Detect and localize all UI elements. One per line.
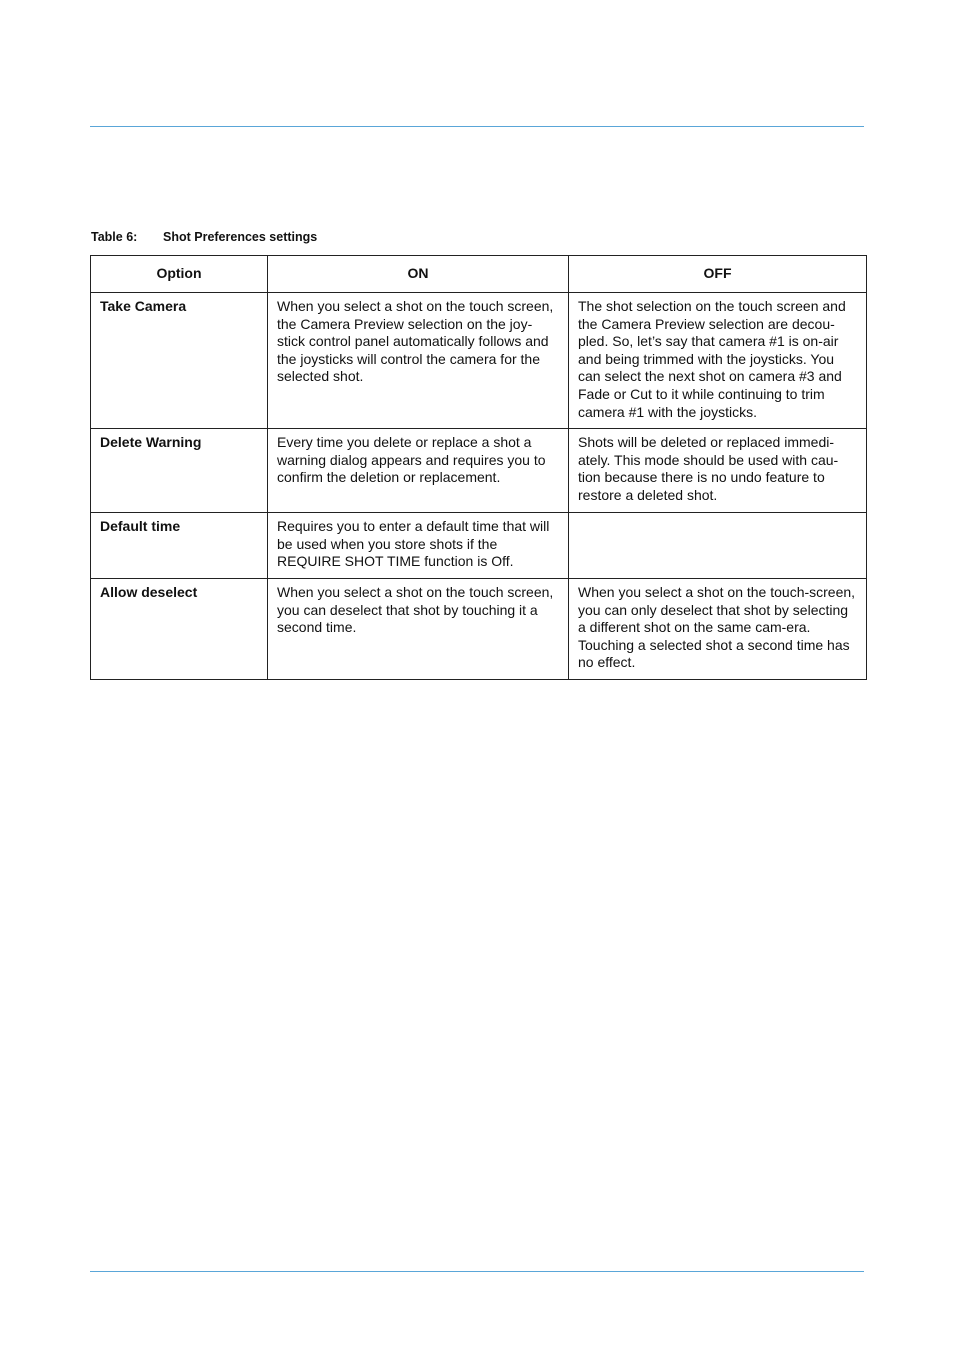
on-cell: Requires you to enter a default time that will be used when you store shots if the REQUIRE SHOT TIME function is Off.: [268, 513, 569, 579]
table-row: [91, 513, 867, 579]
table-header-row: [91, 256, 867, 293]
header-option: Option: [91, 256, 268, 293]
option-cell: Default time: [91, 513, 268, 579]
header-rule: [90, 126, 864, 127]
table-row: [91, 293, 867, 429]
shot-preferences-table: [90, 255, 867, 680]
option-cell: Delete Warning: [91, 429, 268, 513]
table-number: Table 6:: [91, 230, 138, 244]
on-cell: Every time you delete or replace a shot a warning dialog appears and requires you to confirm the deletion or replacement.: [268, 429, 569, 513]
table-row: [91, 578, 867, 679]
option-cell: Take Camera: [91, 293, 268, 429]
on-cell: When you select a shot on the touch screen, the Camera Preview selection on the joy-stick control panel automatically follows and the joysticks will control the camera for the selected shot.: [268, 293, 569, 429]
off-cell: The shot selection on the touch screen and the Camera Preview selection are decou-pled. So, let’s say that camera #1 is on-air and being trimmed with the joysticks. You can select the next shot on camera #3 and Fade or Cut to it while continuing to trim camera #1 with the joysticks.: [569, 293, 867, 429]
table-title: Shot Preferences settings: [163, 230, 318, 244]
header-off: OFF: [569, 256, 867, 293]
header-on: ON: [268, 256, 569, 293]
footer-rule: [90, 1271, 864, 1272]
off-cell: Shots will be deleted or replaced immedi-ately. This mode should be used with cau-tion because there is no undo feature to restore a deleted shot.: [569, 429, 867, 513]
option-cell: Allow deselect: [91, 578, 268, 679]
on-cell: When you select a shot on the touch screen, you can deselect that shot by touching it a second time.: [268, 578, 569, 679]
off-cell: [569, 513, 867, 579]
off-cell: When you select a shot on the touch-screen, you can only deselect that shot by selecting a different shot on the same cam-era. Touching a selected shot a second time has no effect.: [569, 578, 867, 679]
table-row: [91, 429, 867, 513]
table-caption: [91, 229, 317, 245]
